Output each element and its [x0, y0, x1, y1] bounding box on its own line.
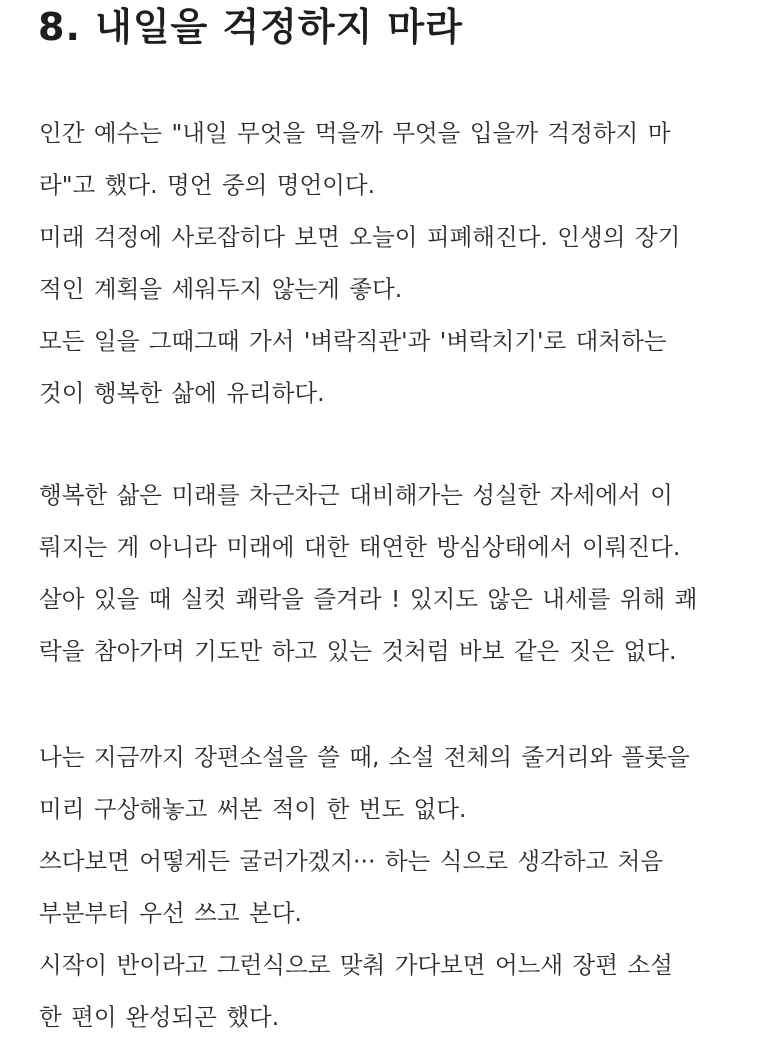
paragraph-3 [39, 731, 739, 1043]
text-line: 행복한 삶은 미래를 차근차근 대비해가는 성실한 자세에서 이 [39, 481, 673, 509]
text-line: 나는 지금까지 장편소설을 쓸 때, 소설 전체의 줄거리와 플롯을 [39, 743, 690, 771]
text-line: 부분부터 우선 쓰고 본다. [39, 899, 302, 927]
text-line: 쓰다보면 어떻게든 굴러가겠지··· 하는 식으로 생각하고 처음 [39, 847, 664, 875]
text-line: 인간 예수는 "내일 무엇을 먹을까 무엇을 입을까 걱정하지 마 [39, 119, 671, 147]
paragraph-2 [39, 469, 739, 677]
text-line: 미래 걱정에 사로잡히다 보면 오늘이 피폐해진다. 인생의 장기 [39, 223, 681, 251]
text-line: 모든 일을 그때그때 가서 '벼락직관'과 '벼락치기'로 대처하는 [39, 327, 667, 355]
text-line: 것이 행복한 삶에 유리하다. [39, 379, 325, 407]
text-line: 뤄지는 게 아니라 미래에 대한 태연한 방심상태에서 이뤄진다. [39, 533, 681, 561]
paragraph-1 [39, 107, 739, 419]
text-line: 시작이 반이라고 그런식으로 맞춰 가다보면 어느새 장편 소설 [39, 951, 673, 979]
text-line: 적인 계획을 세워두지 않는게 좋다. [39, 275, 403, 303]
text-line: 살아 있을 때 실컷 쾌락을 즐겨라 ! 있지도 않은 내세를 위해 쾌 [39, 585, 698, 613]
text-line: 락을 참아가며 기도만 하고 있는 것처럼 바보 같은 짓은 없다. [39, 637, 677, 665]
text-line: 라"고 했다. 명언 중의 명언이다. [39, 171, 376, 199]
page-title: 8. 내일을 걱정하지 마라 [38, 5, 463, 49]
text-line: 미리 구상해놓고 써본 적이 한 번도 없다. [39, 795, 467, 823]
text-line: 한 편이 완성되곤 했다. [39, 1003, 280, 1031]
